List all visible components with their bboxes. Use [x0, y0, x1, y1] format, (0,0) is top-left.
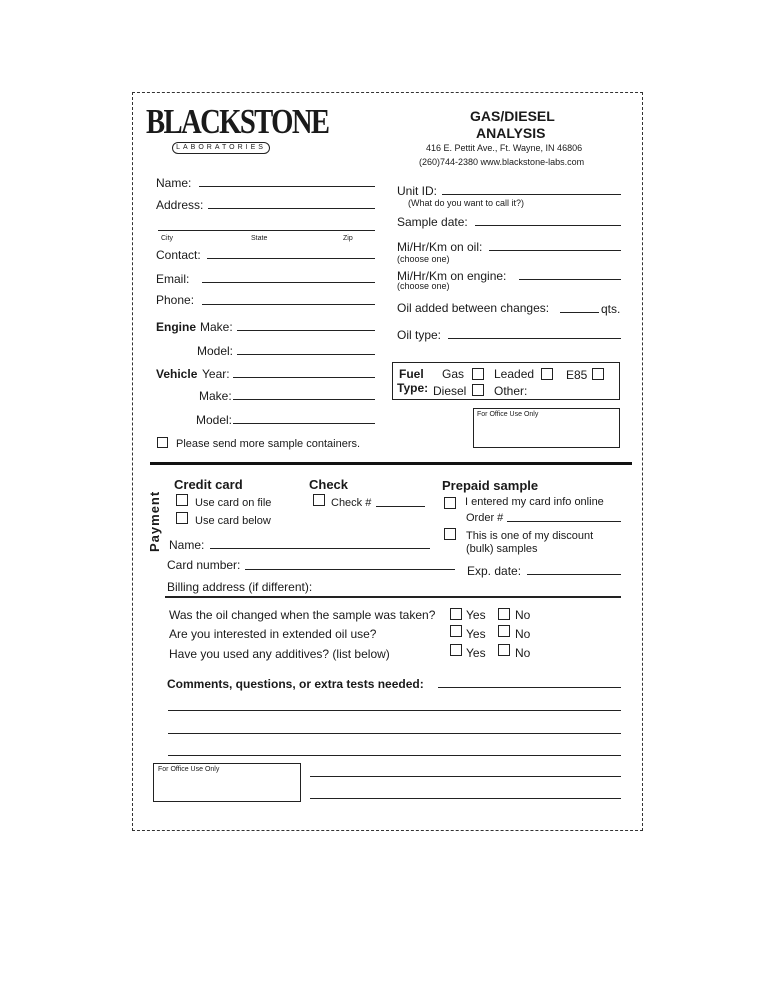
mi-engine-label: Mi/Hr/Km on engine:: [397, 269, 507, 283]
oil-changed-no-label: No: [515, 608, 531, 622]
engine-make-field[interactable]: [237, 330, 375, 331]
comments-field-line-6[interactable]: [310, 798, 621, 799]
oil-changed-yes-label: Yes: [466, 608, 486, 622]
zip-label: Zip: [343, 235, 353, 242]
sample-date-field[interactable]: [475, 225, 621, 226]
email-label: Email:: [156, 272, 190, 286]
comments-label: Comments, questions, or extra tests needed:: [167, 677, 424, 691]
check-number-label: Check #: [331, 497, 372, 509]
additives-no-label: No: [515, 646, 531, 660]
card-number-field[interactable]: [245, 569, 455, 570]
extended-use-no-checkbox[interactable]: [498, 625, 510, 637]
oil-changed-yes-checkbox[interactable]: [450, 608, 462, 620]
qts-label: qts.: [601, 302, 621, 316]
question-additives: Have you used any additives? (list below): [169, 647, 390, 661]
address-label: Address:: [156, 198, 204, 212]
fuel-type-label: Type:: [397, 381, 429, 395]
fuel-label: Fuel: [399, 367, 424, 381]
comments-field-line-2[interactable]: [168, 710, 621, 711]
oil-added-label: Oil added between changes:: [397, 301, 550, 315]
exp-date-label: Exp. date:: [467, 564, 522, 578]
question-extended-use: Are you interested in extended oil use?: [169, 627, 377, 641]
lab-contact: (260)744-2380 www.blackstone-labs.com: [419, 157, 585, 167]
fuel-leaded-label: Leaded: [494, 367, 535, 381]
check-number-field[interactable]: [376, 506, 425, 507]
use-card-below-label: Use card below: [195, 515, 271, 527]
discount-sample-checkbox[interactable]: [444, 528, 456, 540]
vehicle-make-field[interactable]: [233, 399, 375, 400]
section-divider: [150, 462, 632, 465]
fuel-gas-label: Gas: [442, 367, 465, 381]
address-line2-field[interactable]: [158, 230, 375, 231]
unit-id-label: Unit ID:: [397, 184, 438, 198]
engine-model-field[interactable]: [237, 354, 375, 355]
office-use-label-bottom: For Office Use Only: [158, 766, 220, 773]
extended-use-no-label: No: [515, 627, 531, 641]
unit-id-field[interactable]: [442, 194, 621, 195]
vehicle-year-label: Year:: [202, 367, 230, 381]
name-field[interactable]: [199, 186, 375, 187]
engine-make-label: Make:: [200, 320, 233, 334]
vehicle-make-label: Make:: [199, 389, 232, 403]
extended-use-yes-checkbox[interactable]: [450, 625, 462, 637]
address-field[interactable]: [208, 208, 375, 209]
fuel-diesel-label: Diesel: [433, 384, 467, 398]
fuel-other-label: Other:: [494, 384, 528, 398]
entered-online-checkbox[interactable]: [444, 497, 456, 509]
vehicle-label: Vehicle: [156, 367, 198, 381]
fuel-e85-checkbox[interactable]: [592, 368, 604, 380]
additives-yes-checkbox[interactable]: [450, 644, 462, 656]
use-card-on-file-label: Use card on file: [195, 497, 272, 509]
logo-subtitle: LABORATORIES: [172, 142, 270, 154]
more-containers-checkbox[interactable]: [157, 437, 168, 448]
exp-date-field[interactable]: [527, 574, 621, 575]
city-label: City: [161, 235, 174, 242]
credit-card-heading: Credit card: [174, 477, 243, 492]
lab-address: 416 E. Pettit Ave., Ft. Wayne, IN 46806: [426, 143, 583, 153]
additives-no-checkbox[interactable]: [498, 644, 510, 656]
comments-field-line-3[interactable]: [168, 733, 621, 734]
fuel-diesel-checkbox[interactable]: [472, 384, 484, 396]
sample-date-label: Sample date:: [397, 215, 468, 229]
cardholder-name-field[interactable]: [210, 548, 430, 549]
engine-label: Engine: [156, 320, 197, 334]
vehicle-year-field[interactable]: [233, 377, 375, 378]
discount-sample-label-2: (bulk) samples: [466, 543, 538, 555]
payment-section-label: Payment: [147, 490, 162, 552]
fuel-gas-checkbox[interactable]: [472, 368, 484, 380]
question-oil-changed: Was the oil changed when the sample was taken?: [169, 608, 436, 622]
use-card-on-file-checkbox[interactable]: [176, 494, 188, 506]
more-containers-label: Please send more sample containers.: [176, 438, 361, 450]
oil-type-field[interactable]: [448, 338, 621, 339]
fuel-e85-label: E85: [566, 368, 588, 382]
email-field[interactable]: [202, 282, 375, 283]
vehicle-model-label: Model:: [196, 413, 233, 427]
billing-address-label: Billing address (if different):: [167, 580, 313, 594]
mi-oil-hint: (choose one): [397, 254, 450, 264]
mi-engine-hint: (choose one): [397, 281, 450, 291]
order-number-field[interactable]: [507, 521, 621, 522]
contact-field[interactable]: [207, 258, 375, 259]
unit-id-hint: (What do you want to call it?): [408, 198, 525, 208]
oil-type-label: Oil type:: [397, 328, 442, 342]
prepaid-heading: Prepaid sample: [442, 478, 539, 493]
phone-field[interactable]: [202, 304, 375, 305]
form-title-line1: GAS/DIESEL: [470, 108, 555, 124]
check-heading: Check: [309, 477, 349, 492]
vehicle-model-field[interactable]: [233, 423, 375, 424]
order-number-label: Order #: [466, 512, 504, 524]
oil-changed-no-checkbox[interactable]: [498, 608, 510, 620]
form-title-line2: ANALYSIS: [476, 125, 546, 141]
extended-use-yes-label: Yes: [466, 627, 486, 641]
use-card-below-checkbox[interactable]: [176, 512, 188, 524]
phone-label: Phone:: [156, 293, 195, 307]
contact-label: Contact:: [156, 248, 201, 262]
billing-address-line: [165, 596, 621, 598]
card-number-label: Card number:: [167, 558, 241, 572]
oil-added-field[interactable]: [560, 312, 599, 313]
entered-online-label: I entered my card info online: [465, 496, 604, 508]
fuel-leaded-checkbox[interactable]: [541, 368, 553, 380]
comments-field-line-5[interactable]: [310, 776, 621, 777]
additives-yes-label: Yes: [466, 646, 486, 660]
discount-sample-label-1: This is one of my discount: [466, 530, 594, 542]
name-label: Name:: [156, 176, 192, 190]
comments-field-line-1[interactable]: [438, 687, 621, 688]
cardholder-name-label: Name:: [169, 538, 205, 552]
mi-oil-field[interactable]: [489, 250, 621, 251]
logo: BLACKSTONE: [146, 102, 329, 141]
mi-engine-field[interactable]: [519, 279, 621, 280]
state-label: State: [251, 235, 268, 242]
mi-oil-label: Mi/Hr/Km on oil:: [397, 240, 483, 254]
check-checkbox[interactable]: [313, 494, 325, 506]
engine-model-label: Model:: [197, 344, 234, 358]
office-use-label-top: For Office Use Only: [477, 411, 539, 418]
comments-field-line-4[interactable]: [168, 755, 621, 756]
